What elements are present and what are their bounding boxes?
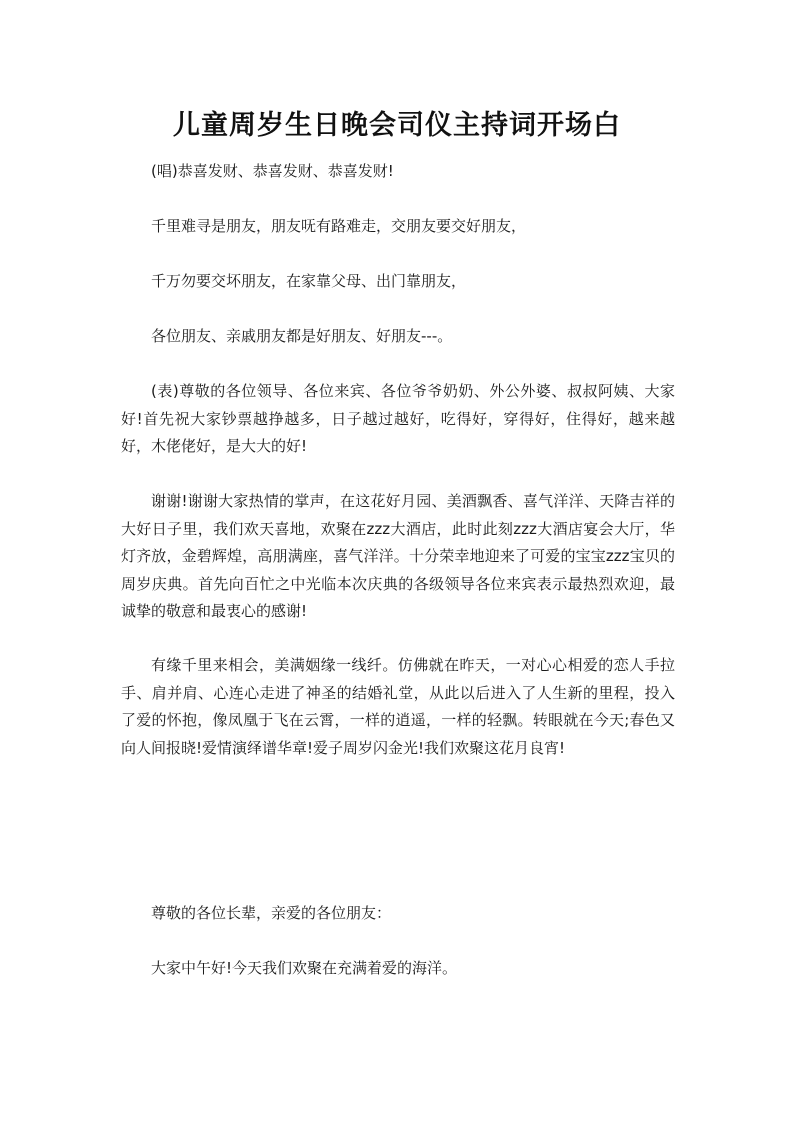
paragraph-friends-line-2: 千万勿要交坏朋友，在家靠父母、出门靠朋友， [151,272,467,290]
paragraph-greeting: (表)尊敬的各位领导、各位来宾、各位爷爷奶奶、外公外婆、叔叔阿姨、大家好!首先祝大家钞票越挣越多，日子越过越好，吃得好，穿得好，住得好，越来越好，木佬佬好，是大大的好! [121,382,675,455]
paragraph-thanks: 谢谢!谢谢大家热情的掌声，在这花好月园、美酒飘香、喜气洋洋、天降吉祥的大好日子里，我们欢天喜地，欢聚在zzz大酒店，此时此刻zzz大酒店宴会大厅，华灯齐放，金碧辉煌，高朋满座，喜气洋洋。十分荣幸地迎来了可爱的宝宝zzz宝贝的周岁庆典。首先向百忙之中光临本次庆典的各级领导各位来宾表示最热烈欢迎，最诚挚的敬意和最衷心的感谢! [121,492,675,620]
paragraph-friends-line-3: 各位朋友、亲戚朋友都是好朋友、好朋友---。 [151,327,453,345]
paragraph-friends-line-1: 千里难寻是朋友，朋友呒有路难走，交朋友要交好朋友， [151,217,527,235]
document-title: 儿童周岁生日晚会司仪主持词开场白 [173,110,621,141]
paragraph-opening-song: (唱)恭喜发财、恭喜发财、恭喜发财! [151,162,394,180]
paragraph-romance: 有缘千里来相会，美满姻缘一线纤。仿佛就在昨天，一对心心相爱的恋人手拉手、肩并肩、心连心走进了神圣的结婚礼堂，从此以后进入了人生新的里程，投入了爱的怀抱，像凤凰于飞在云霄，一样的逍遥，一样的轻飘。转眼就在今天;春色又向人间报晓!爱情演绎谱华章!爱子周岁闪金光!我们欢聚这花月良宵! [121,656,675,757]
paragraph-salutation: 尊敬的各位长辈，亲爱的各位朋友： [151,904,392,922]
paragraph-good-noon: 大家中午好!今天我们欢聚在充满着爱的海洋。 [151,959,458,977]
